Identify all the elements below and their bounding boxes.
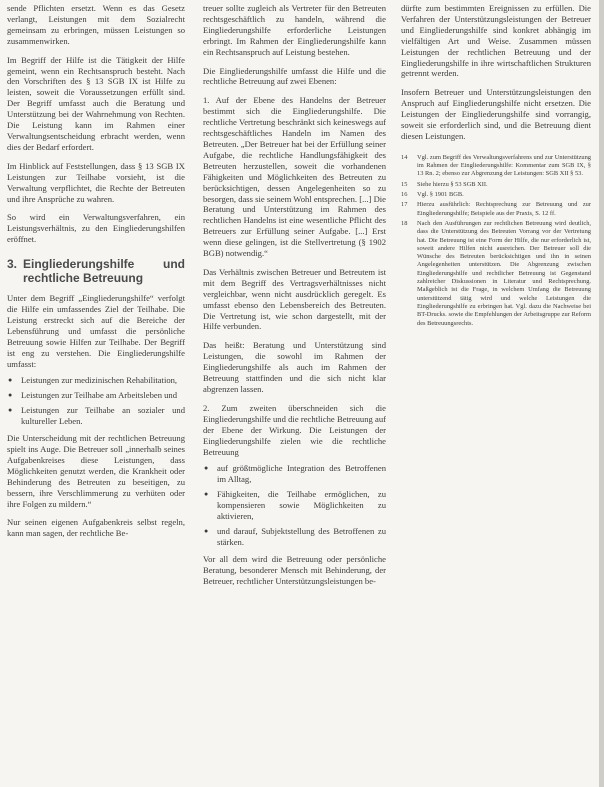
footnote-text: Nach den Ausführungen zur rechtlichen Betreuung wird deutlich, dass die Unterstützung des Betreuten Vorrang vor der Vertretung hat. Die Betreuung ist eine Form der Hilfe, die nur erforderlich ist, soweit andere Hilfen nicht ausreichen. Der Betreuer soll die Wünsche des Betreuten berücksichtigen und ihn in seinen Angelegenheiten unterstützen. Die Abgrenzung zwischen Eingliederungshilfe und rechtlicher Betreuung ist Gegenstand zahlreicher Diskussionen in Literatur und Rechtsprechung. Maßgeblich ist die Frage, in welchem Umfang die Betreuung unterstützend tätig wird und welche Leistungen die Eingliederungshilfe zu erbringen hat. Vgl. dazu die Nachweise bei BT-Drucks. sowie die Empfehlungen der Arbeitsgruppe zur Reform des Betreuungsrechts. <box>417 219 591 327</box>
footnote-number: 18 <box>401 219 408 227</box>
paragraph: Vor all dem wird die Betreuung oder persönliche Beratung, besonderer Mensch mit Behinderung, der Betreuer, rechtlicher Unterstützungsleistungen be- <box>203 553 386 586</box>
paragraph: Im Hinblick auf Feststellungen, dass § 13 SGB IX Leistungen zur Teilhabe vorsieht, ist die Verwaltung verpflichtet, die Rechte der Betreuten und ihre Ansprüche zu wahren. <box>7 160 185 204</box>
footnote <box>401 220 591 328</box>
text-column-left <box>7 3 185 539</box>
footnote <box>401 191 591 199</box>
bullet-list <box>203 463 386 547</box>
paragraph: Das heißt: Beratung und Unterstützung sind Leistungen, die sowohl im Rahmen der Eingliederungshilfe als auch im Rahmen der Betreuung stattfinden und die sich nicht klar abgrenzen lassen. <box>203 340 386 394</box>
list-item: ● Leistungen zur Teilhabe an sozialer und kultureller Leben. <box>7 405 185 427</box>
text-column-middle <box>203 3 386 587</box>
section-heading-number: 3. <box>7 257 18 272</box>
paragraph: Unter dem Begriff „Eingliederungshilfe“ verfolgt die Hilfe ein umfassendes Ziel der Teilhabe. Die Leistung erstreckt sich auf die Bereiche der Lebensführung und umfasst die persönliche Betreuung sowie Hilfen zur Teilhabe. Der Begriff ist eng zu verstehen. Die Eingliederungshilfe umfasst: <box>7 293 185 369</box>
section-heading-text: Eingliederungshilfe und rechtliche Betreuung <box>23 257 185 286</box>
footnote-text: Siehe hierzu § 53 SGB XII. <box>417 180 488 188</box>
footnote-text: Vgl. § 1901 BGB. <box>417 191 464 199</box>
paragraph: Im Begriff der Hilfe ist die Tätigkeit der Hilfe gemeint, wenn ein Rechtsanspruch besteht. Nach den Vorschriften des § 13 SGB IX ist Hilfe zu leisten, soweit die Voraussetzungen erfüllt sind. Der Begriff umfasst auch die Beratung und Unterstützung bei der Wahrnehmung von Rechten. Die Leistung kann im Rahmen einer Verwaltungsentscheidung erbracht werden, wenn dies der Bedarf erfordert. <box>7 54 185 152</box>
page-edge <box>599 0 604 787</box>
paragraph: 1. Auf der Ebene des Handelns der Betreuer bestimmt sich die Eingliederungshilfe. Die rechtliche Vertretung beschränkt sich keineswegs auf rechtsgeschäftliches Handeln im Namen des Betreuten. „Der Betreuer hat bei der Erfüllung seiner Aufgabe, die rechtliche Handlungsfähigkeit des Betreuten herzustellen, soweit die vorhandenen Fähigkeiten und Möglichkeiten des Betreuten zu berücksichtigen, dessen Angelegenheiten so zu besorgen, dass sie seinem Wohl entsprechen. [...] Die Beratung und Unterstützung im Rahmen des rechtlichen Handelns ist eine wesentliche Pflicht des Betreuers zur Erfüllung seiner Aufgabe. [...] Erst wenn diese gelingen, ist die Stellvertretung (§ 1902 BGB) notwendig.“ <box>203 95 386 259</box>
footnote <box>401 154 591 179</box>
list-item: ● Fähigkeiten, die Teilhabe ermöglichen, zu kompensieren sowie Möglichkeiten zu aktivieren, <box>203 489 386 522</box>
footnote-number: 17 <box>401 201 408 209</box>
footnote <box>401 181 591 189</box>
footnotes <box>401 154 591 328</box>
list-item: ● und darauf, Subjektstellung des Betroffenen zu stärken. <box>203 526 386 548</box>
footnote-number: 16 <box>401 191 408 199</box>
paragraph: sende Pflichten ersetzt. Wenn es das Gesetz verlangt, Leistungen mit dem Sozialrecht gemeinsam zu erbringen, müssen Leistungen so zusammenwirken. <box>7 3 185 46</box>
paragraph: Das Verhältnis zwischen Betreuer und Betreutem ist mit dem Begriff des Vertragsverhältnisses nicht vergleichbar, wenn nicht ausdrücklich geregelt. Es umfasst ebenso den Lebensbereich des Betreuten. Die Vertretung ist, wie schon dargestellt, mit der Hilfe verbunden. <box>203 266 386 332</box>
paragraph: Die Eingliederungshilfe umfasst die Hilfe und die rechtliche Betreuung auf zwei Ebenen: <box>203 65 386 87</box>
paragraph: So wird ein Verwaltungsverfahren, ein Leistungsverhältnis, zu den Eingliederungshilfen eröffnet. <box>7 212 185 245</box>
list-item: ● Leistungen zur Teilhabe am Arbeitsleben und <box>7 390 185 401</box>
paragraph: treuer sollte zugleich als Vertreter für den Betreuten rechtsgeschäftlich zu handeln, während die Eingliederungshilfe erforderliche Leistungen erbringt. Im Rahmen der Eingliederungshilfe kann ein Rechtsanspruch auf Leistung bestehen. <box>203 3 386 57</box>
paragraph: 2. Zum zweiten überschneiden sich die Eingliederungshilfe und die rechtliche Betreuung auf der Ebene der Wirkung. Die Leistungen der Eingliederungshilfe zielen wie die rechtliche Betreuung <box>203 402 386 457</box>
bullet-list <box>7 375 185 427</box>
paragraph: Die Unterscheidung mit der rechtlichen Betreuung spielt ins Auge. Die Betreuer soll „innerhalb seines Aufgabenkreises diese Leistungen, dass Möglichkeiten genutzt werden, die Krankheit oder Behinderung des Betreuten zu beseitigen, zu bessern, ihre Verschlimmerung zu verhüten oder ihre Folgen zu mildern.“ <box>7 433 185 509</box>
footnote-text: Hierzu ausführlich: Rechtsprechung zur Betreuung und zur Eingliederungshilfe; Beispiele aus der Praxis, S. 12 ff. <box>417 201 591 217</box>
section-heading <box>7 257 185 285</box>
paragraph: Nur seinen eigenen Aufgabenkreis selbst regeln, kann man sagen, der rechtliche Be- <box>7 517 185 539</box>
text-column-right <box>401 3 591 330</box>
footnote-text: Vgl. zum Begriff des Verwaltungsverfahrens und zur Unterstützung im Rahmen der Eingliederungshilfe: Kommentar zum SGB IX, § 13 Rn. 2; ebenso zur Abgrenzung der Leistungen: SGB XII § 53. <box>417 153 591 178</box>
paragraph: dürfte zum bestimmten Ereignissen zu erfüllen. Die Verfahren der Unterstützungsleistungen der Betreuer und Eingliederungshilfe sind konkret abhängig im vielfältigen Art und Weise. Zusammen müssen Leistungen der rechtlichen Betreuung und der Eingliederungshilfe in ihre wirtschaftlichen Strukturen getrennt werden. <box>401 3 591 79</box>
list-item: ● auf größtmögliche Integration des Betroffenen im Alltag, <box>203 463 386 485</box>
footnote-number: 15 <box>401 180 408 188</box>
list-item: ● Leistungen zur medizinischen Rehabilitation, <box>7 375 185 386</box>
footnote-number: 14 <box>401 153 408 161</box>
paragraph: Insofern Betreuer und Unterstützungsleistungen den Anspruch auf Eingliederungshilfe nicht ersetzen. Die Leistungen der Eingliederungshilfe sind vorrangig, soweit sie erforderlich sind, und die Betreuung dient diesen Leistungen. <box>401 87 591 141</box>
footnote <box>401 201 591 218</box>
